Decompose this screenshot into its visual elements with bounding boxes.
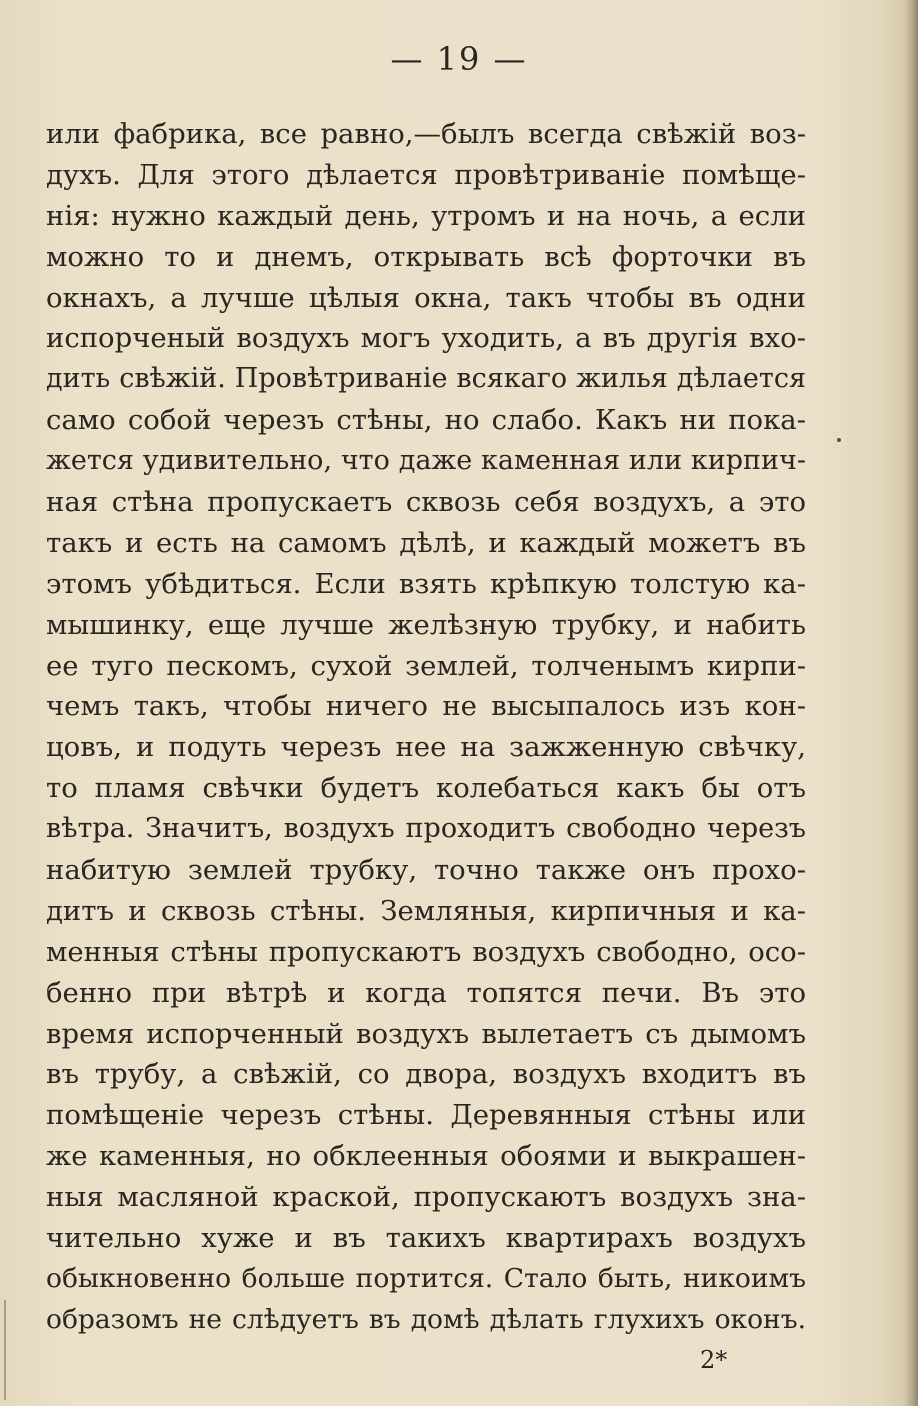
text-line: этомъ убѣдиться. Если взять крѣпкую толстую ка- xyxy=(46,567,806,600)
text-line: ее туго пескомъ, сухой землей, толченымъ кирпи- xyxy=(46,649,806,682)
text-line: менныя стѣны пропускаютъ воздухъ свободно, осо- xyxy=(46,935,806,968)
text-line: цовъ, и подуть черезъ нее на зажженную свѣчку, xyxy=(46,731,806,764)
text-line: вѣтра. Значитъ, воздухъ проходитъ свободно черезъ xyxy=(46,813,806,845)
text-line: ная стѣна пропускаетъ сквозь себя воздухъ, а это xyxy=(46,486,806,519)
text-line: дитъ и сквозь стѣны. Земляныя, кирпичныя и ка- xyxy=(46,894,806,927)
ink-speck xyxy=(837,438,841,442)
text-line: духъ. Для этого дѣлается провѣтриваніе помѣще- xyxy=(46,158,806,191)
text-line: ныя масляной краской, пропускаютъ воздухъ зна- xyxy=(46,1181,806,1214)
text-line: само собой черезъ стѣны, но слабо. Какъ ни пока- xyxy=(46,404,806,437)
text-line: или фабрика, все равно,—былъ всегда свѣжій воз- xyxy=(46,118,806,150)
text-line: набитую землей трубку, точно также онъ прохо- xyxy=(46,854,806,887)
page-number: — 19 — xyxy=(390,40,528,78)
text-line: можно то и днемъ, открывать всѣ форточки въ xyxy=(46,240,806,273)
text-line: жется удивительно, что даже каменная или кирпич- xyxy=(46,445,806,477)
body-text xyxy=(46,114,806,1341)
text-line: бенно при вѣтрѣ и когда топятся печи. Въ это xyxy=(46,976,806,1009)
text-line: чемъ такъ, чтобы ничего не высыпалось изъ кон- xyxy=(46,690,806,723)
page-left-edge-mark xyxy=(4,1300,6,1400)
text-line: же каменныя, но обклеенныя обоями и выкрашен- xyxy=(46,1140,806,1173)
text-line: окнахъ, а лучше цѣлыя окна, такъ чтобы въ одни xyxy=(46,281,806,314)
text-line: образомъ не слѣдуетъ въ домѣ дѣлать глухихъ оконъ. xyxy=(46,1303,806,1335)
text-line: испорченый воздухъ могъ уходить, а въ другія вхо- xyxy=(46,322,806,355)
text-line: въ трубу, а свѣжій, со двора, воздухъ входитъ въ xyxy=(46,1058,806,1091)
text-line: то пламя свѣчки будетъ колебаться какъ бы отъ xyxy=(46,772,806,805)
page-right-edge-shadow xyxy=(904,0,918,1406)
text-line: такъ и есть на самомъ дѣлѣ, и каждый можетъ въ xyxy=(46,526,806,559)
text-line: дить свѣжій. Провѣтриваніе всякаго жилья дѣлается xyxy=(46,363,806,395)
signature-mark: 2* xyxy=(700,1346,728,1374)
text-line: нія: нужно каждый день, утромъ и на ночь, а если xyxy=(46,199,806,232)
text-line: обыкновенно больше портится. Стало быть, никоимъ xyxy=(46,1262,806,1294)
text-line: мышинку, еще лучше желѣзную трубку, и набить xyxy=(46,608,806,641)
text-line: чительно хуже и въ такихъ квартирахъ воздухъ xyxy=(46,1222,806,1255)
text-line: время испорченный воздухъ вылетаетъ съ дымомъ xyxy=(46,1017,806,1050)
text-line: помѣщеніе черезъ стѣны. Деревянныя стѣны или xyxy=(46,1099,806,1132)
